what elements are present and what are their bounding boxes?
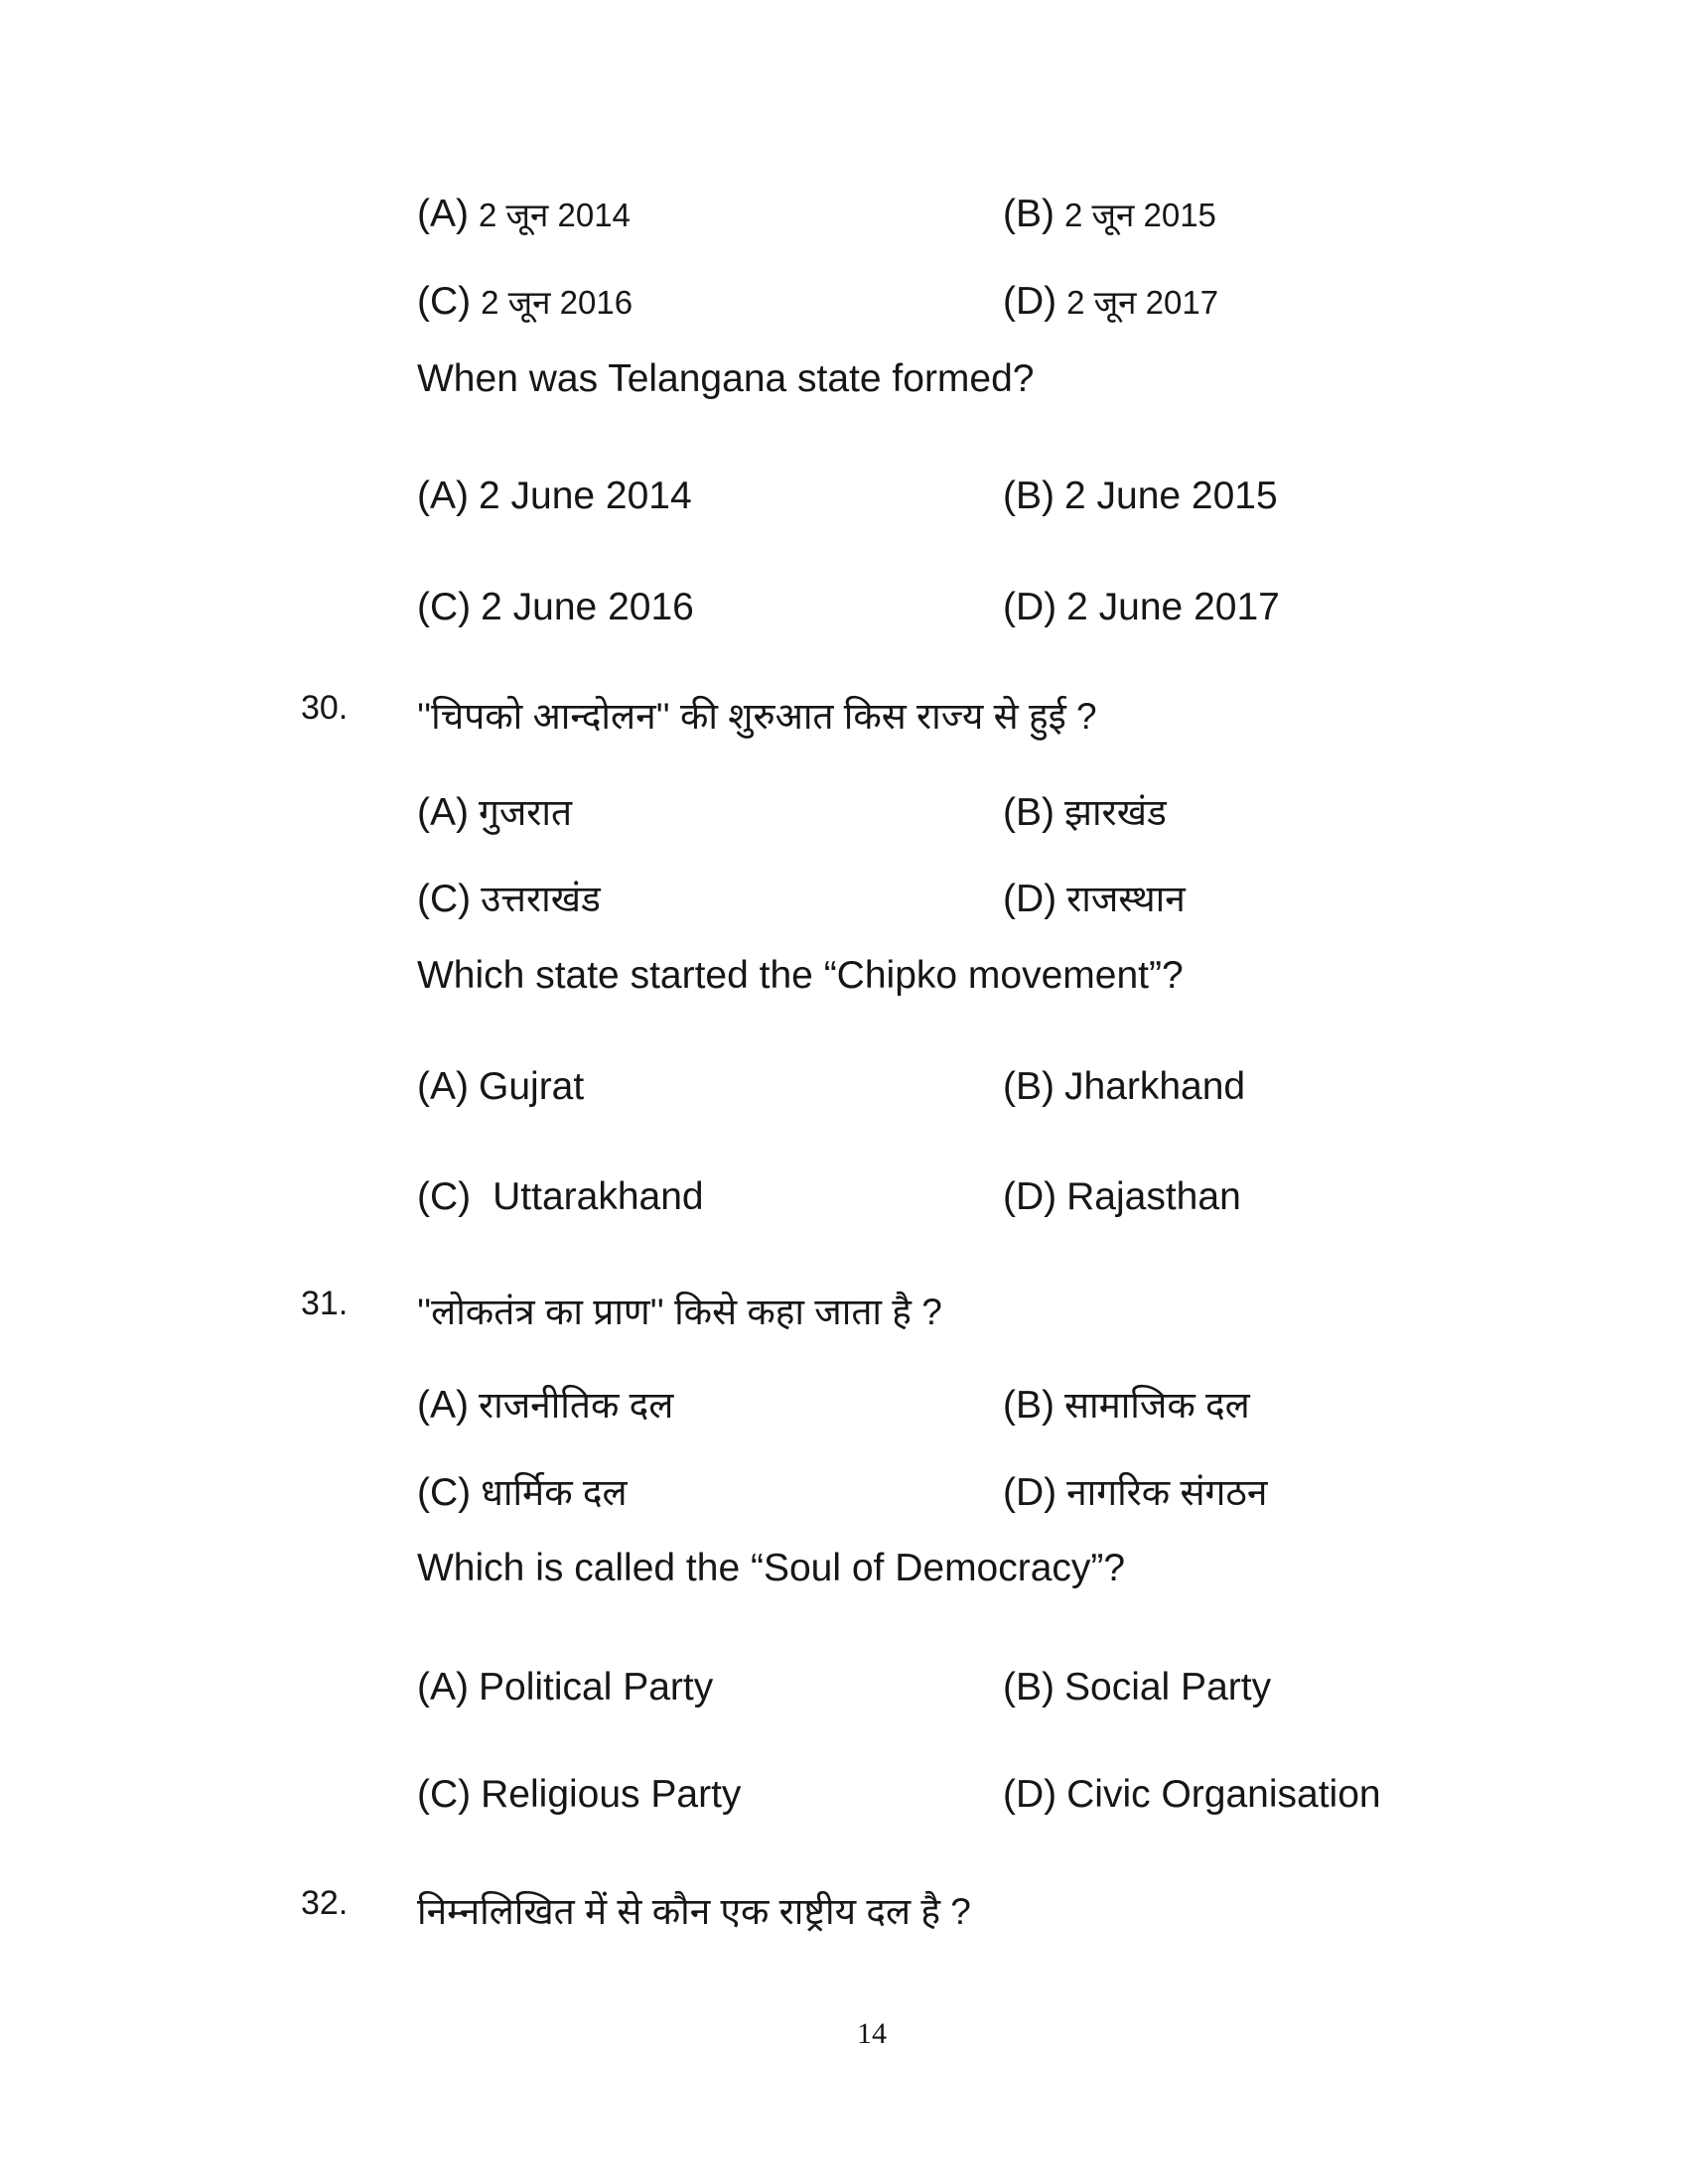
- option-d-english: [1003, 586, 1280, 629]
- option-d-hindi: [1003, 279, 1218, 324]
- option-label: (C): [417, 1773, 472, 1816]
- option-label: (B): [1003, 193, 1055, 235]
- option-label: (A): [417, 791, 469, 834]
- option-label: (B): [1003, 475, 1055, 517]
- option-text: धार्मिक दल: [481, 1472, 628, 1513]
- option-text: झारखंड: [1064, 792, 1167, 833]
- option-text: 2 June 2017: [1066, 586, 1280, 628]
- option-c-hindi: [417, 1465, 628, 1516]
- option-text: नागरिक संगठन: [1066, 1472, 1268, 1513]
- question-number: 32.: [301, 1884, 349, 1922]
- option-b-english: [1003, 475, 1278, 518]
- option-label: (D): [1003, 1175, 1057, 1218]
- option-a-hindi: [417, 192, 631, 236]
- option-text: Social Party: [1064, 1666, 1272, 1708]
- option-b-english: [1003, 1065, 1245, 1109]
- option-label: (A): [417, 1065, 469, 1108]
- option-d-english: [1003, 1175, 1241, 1219]
- option-label: (C): [417, 1175, 472, 1218]
- option-text: Gujrat: [479, 1065, 585, 1108]
- question-text-hindi: ''चिपको आन्दोलन'' की शुरुआत किस राज्य से हुई ?: [417, 696, 1097, 737]
- question-text-english: When was Telangana state formed?: [417, 357, 1035, 400]
- question-text-english: Which is called the “Soul of Democracy”?: [417, 1547, 1126, 1589]
- option-a-english: [417, 1666, 713, 1709]
- option-b-hindi: [1003, 192, 1216, 236]
- option-label: (D): [1003, 586, 1057, 628]
- option-b-hindi: [1003, 785, 1167, 836]
- option-text: Religious Party: [481, 1773, 742, 1816]
- option-label: (A): [417, 1666, 469, 1708]
- option-label: (A): [417, 475, 469, 517]
- option-text: राजस्थान: [1066, 879, 1186, 919]
- option-label: (D): [1003, 280, 1057, 323]
- option-b-hindi: [1003, 1378, 1250, 1429]
- option-c-english: [417, 1175, 704, 1219]
- question-text-hindi: ''लोकतंत्र का प्राण'' किसे कहा जाता है ?: [417, 1292, 942, 1332]
- option-c-english: [417, 1773, 741, 1817]
- question-number: 31.: [301, 1285, 349, 1322]
- option-b-english: [1003, 1666, 1271, 1709]
- option-text: Uttarakhand: [492, 1175, 704, 1218]
- option-text: 2 जून 2017: [1066, 284, 1219, 321]
- option-label: (D): [1003, 1773, 1057, 1816]
- option-label: (D): [1003, 878, 1057, 920]
- option-d-hindi: [1003, 872, 1186, 922]
- option-text: सामाजिक दल: [1064, 1385, 1250, 1426]
- option-text: उत्तराखंड: [481, 879, 601, 919]
- question-text-english: Which state started the “Chipko movement”?: [417, 954, 1184, 997]
- option-text: 2 जून 2014: [479, 197, 631, 233]
- option-d-hindi: [1003, 1465, 1267, 1516]
- option-text: 2 June 2016: [481, 586, 694, 628]
- option-text: Jharkhand: [1064, 1065, 1246, 1108]
- option-label: (C): [417, 586, 472, 628]
- option-label: (C): [417, 280, 472, 323]
- page-number: 14: [857, 2017, 887, 2050]
- option-label: (C): [417, 878, 472, 920]
- option-a-hindi: [417, 785, 572, 836]
- option-text: गुजरात: [479, 792, 573, 833]
- option-a-english: [417, 475, 692, 518]
- option-c-hindi: [417, 872, 601, 922]
- option-label: (C): [417, 1471, 472, 1514]
- option-a-english: [417, 1065, 584, 1109]
- option-label: (B): [1003, 791, 1055, 834]
- option-label: (A): [417, 193, 469, 235]
- question-text-hindi: निम्नलिखित में से कौन एक राष्ट्रीय दल है ?: [417, 1891, 971, 1932]
- option-text: Rajasthan: [1066, 1175, 1241, 1218]
- option-text: 2 जून 2016: [481, 284, 633, 321]
- option-text: 2 जून 2015: [1064, 197, 1216, 233]
- question-number: 30.: [301, 689, 349, 727]
- option-c-hindi: [417, 279, 633, 324]
- option-label: (B): [1003, 1065, 1055, 1108]
- option-text: 2 June 2015: [1064, 475, 1278, 517]
- option-c-english: [417, 586, 694, 629]
- option-text: 2 June 2014: [479, 475, 692, 517]
- option-text: राजनीतिक दल: [479, 1385, 674, 1426]
- option-label: (A): [417, 1384, 469, 1427]
- option-a-hindi: [417, 1378, 673, 1429]
- option-label: (B): [1003, 1384, 1055, 1427]
- option-text: Civic Organisation: [1066, 1773, 1381, 1816]
- option-d-english: [1003, 1773, 1381, 1817]
- option-label: (B): [1003, 1666, 1055, 1708]
- option-label: (D): [1003, 1471, 1057, 1514]
- option-text: Political Party: [479, 1666, 714, 1708]
